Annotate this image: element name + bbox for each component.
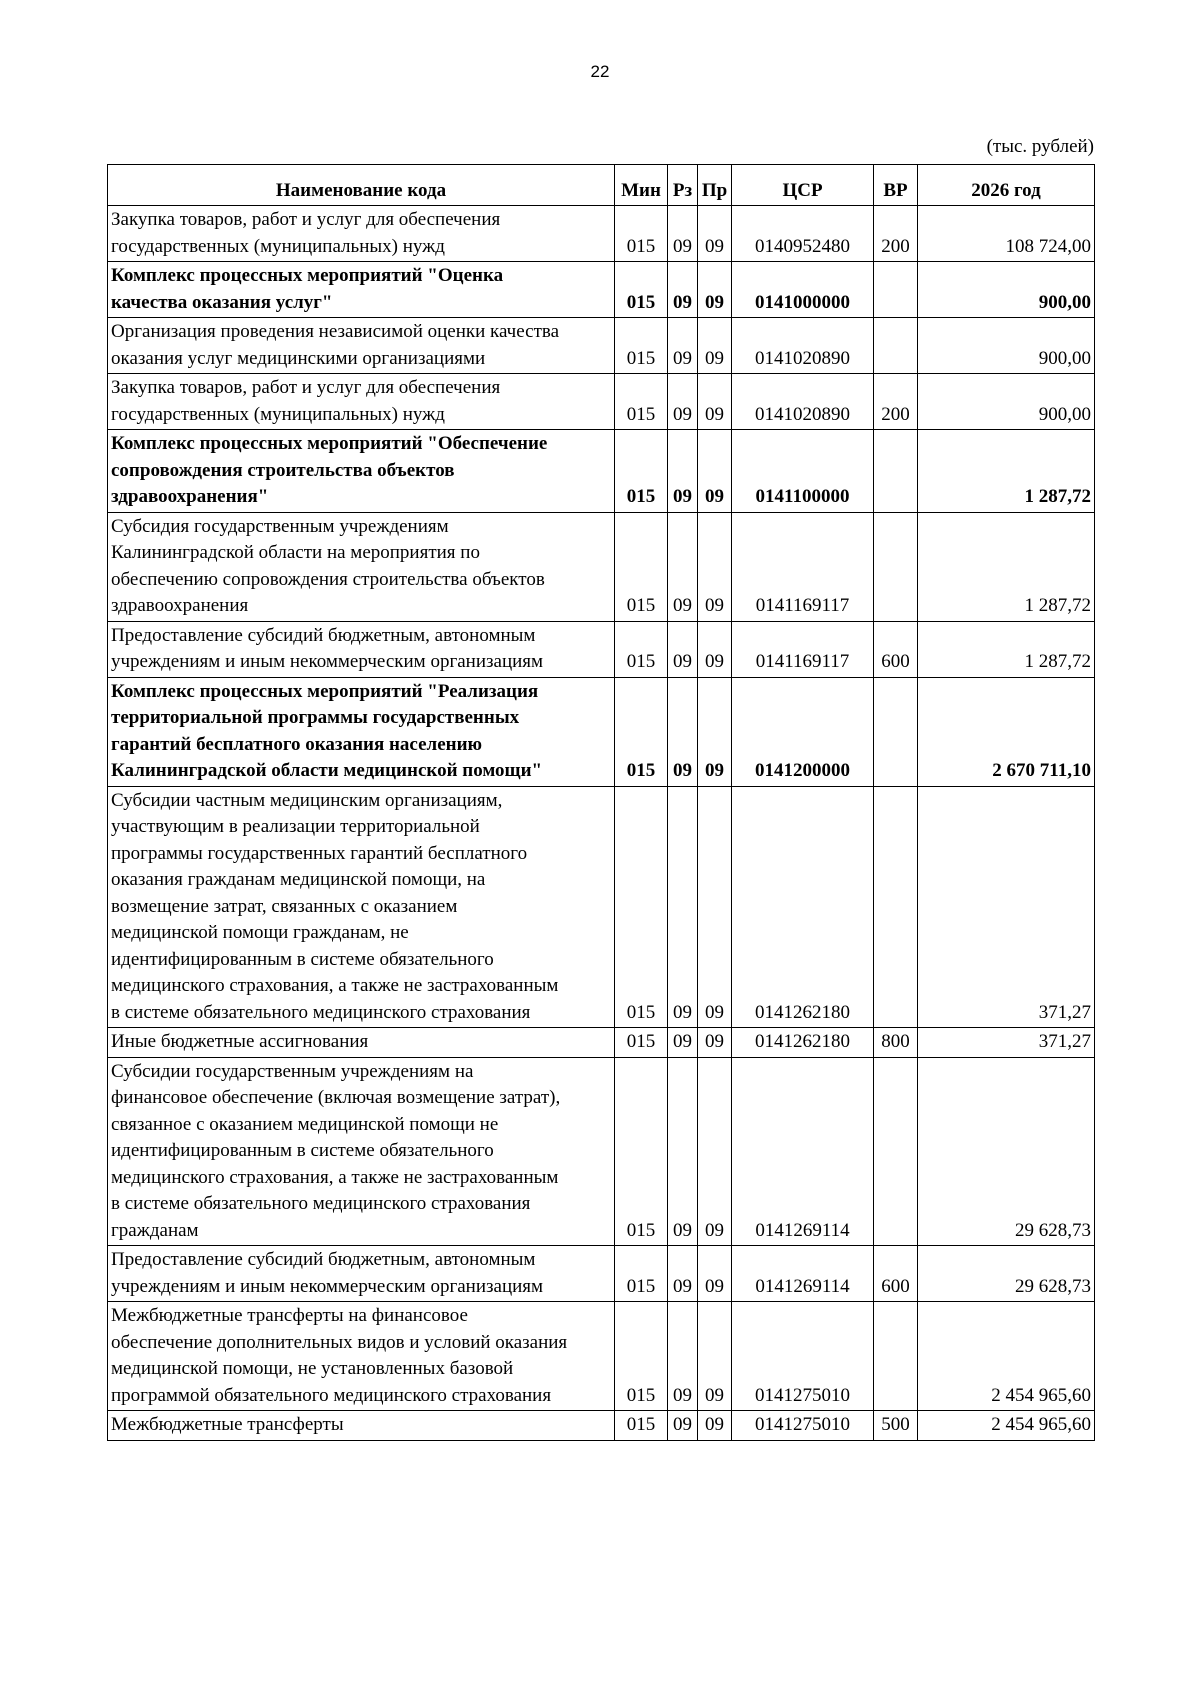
table-row <box>108 1411 1095 1441</box>
table-row <box>108 621 1095 677</box>
cell-min: 015 <box>615 430 668 513</box>
units-label: (тыс. рублей) <box>986 136 1094 157</box>
cell-min: 015 <box>615 318 668 374</box>
cell-csr: 0141275010 <box>732 1302 874 1411</box>
header-csr: ЦСР <box>732 165 874 206</box>
cell-csr: 0141020890 <box>732 318 874 374</box>
cell-rz: 09 <box>668 206 698 262</box>
cell-min: 015 <box>615 677 668 786</box>
table-row <box>108 1246 1095 1302</box>
cell-rz: 09 <box>668 621 698 677</box>
cell-vr: 800 <box>874 1028 918 1058</box>
cell-rz: 09 <box>668 374 698 430</box>
cell-pr: 09 <box>698 1246 732 1302</box>
cell-name: Субсидии частным медицинским организациям, участвующим в реализации территориальной программы государственных гарантий бесплатного оказания гражданам медицинской помощи, на возмещение затрат, связанных с оказанием медицинской помощи гражданам, не идентифицированным в системе обязательного медицинского страхования, а также не застрахованным в системе обязательного медицинского страхования <box>108 786 615 1028</box>
cell-pr: 09 <box>698 1028 732 1058</box>
cell-name: Закупка товаров, работ и услуг для обеспечения государственных (муниципальных) нужд <box>108 206 615 262</box>
cell-vr <box>874 430 918 513</box>
cell-vr <box>874 1057 918 1246</box>
cell-pr: 09 <box>698 374 732 430</box>
cell-pr: 09 <box>698 1411 732 1441</box>
cell-name: Комплекс процессных мероприятий "Обеспечение сопровождения строительства объектов здравоохранения" <box>108 430 615 513</box>
budget-table <box>107 164 1095 1441</box>
cell-min: 015 <box>615 512 668 621</box>
cell-vr: 600 <box>874 621 918 677</box>
cell-pr: 09 <box>698 430 732 513</box>
cell-min: 015 <box>615 1302 668 1411</box>
table-row <box>108 318 1095 374</box>
cell-name: Межбюджетные трансферты <box>108 1411 615 1441</box>
table-row <box>108 262 1095 318</box>
cell-min: 015 <box>615 1246 668 1302</box>
cell-rz: 09 <box>668 430 698 513</box>
cell-sum: 1 287,72 <box>918 621 1095 677</box>
header-min: Мин <box>615 165 668 206</box>
cell-vr <box>874 318 918 374</box>
cell-vr <box>874 677 918 786</box>
cell-sum: 2 670 711,10 <box>918 677 1095 786</box>
table-row <box>108 206 1095 262</box>
header-vr: ВР <box>874 165 918 206</box>
cell-sum: 29 628,73 <box>918 1246 1095 1302</box>
header-sum: 2026 год <box>918 165 1095 206</box>
cell-csr: 0141262180 <box>732 786 874 1028</box>
table-row <box>108 1057 1095 1246</box>
cell-sum: 108 724,00 <box>918 206 1095 262</box>
header-rz: Рз <box>668 165 698 206</box>
cell-vr <box>874 512 918 621</box>
table-row <box>108 677 1095 786</box>
cell-rz: 09 <box>668 1246 698 1302</box>
table-row <box>108 430 1095 513</box>
cell-name: Комплекс процессных мероприятий "Реализация территориальной программы государственных гарантий бесплатного оказания населению Калининградской области медицинской помощи" <box>108 677 615 786</box>
cell-rz: 09 <box>668 1057 698 1246</box>
cell-min: 015 <box>615 1411 668 1441</box>
cell-name: Предоставление субсидий бюджетным, автономным учреждениям и иным некоммерческим организациям <box>108 621 615 677</box>
cell-min: 015 <box>615 262 668 318</box>
cell-name: Межбюджетные трансферты на финансовое обеспечение дополнительных видов и условий оказания медицинской помощи, не установленных базовой программой обязательного медицинского страхования <box>108 1302 615 1411</box>
cell-vr <box>874 262 918 318</box>
cell-name: Организация проведения независимой оценки качества оказания услуг медицинскими организациями <box>108 318 615 374</box>
cell-min: 015 <box>615 786 668 1028</box>
cell-rz: 09 <box>668 262 698 318</box>
cell-csr: 0141262180 <box>732 1028 874 1058</box>
cell-vr: 200 <box>874 374 918 430</box>
table-row <box>108 786 1095 1028</box>
cell-pr: 09 <box>698 1302 732 1411</box>
page-number: 22 <box>590 62 610 81</box>
cell-name: Иные бюджетные ассигнования <box>108 1028 615 1058</box>
cell-csr: 0141169117 <box>732 512 874 621</box>
cell-rz: 09 <box>668 1028 698 1058</box>
cell-sum: 2 454 965,60 <box>918 1411 1095 1441</box>
cell-sum: 900,00 <box>918 318 1095 374</box>
cell-vr: 200 <box>874 206 918 262</box>
cell-sum: 29 628,73 <box>918 1057 1095 1246</box>
cell-vr <box>874 786 918 1028</box>
cell-pr: 09 <box>698 786 732 1028</box>
cell-csr: 0140952480 <box>732 206 874 262</box>
cell-pr: 09 <box>698 262 732 318</box>
table-row <box>108 1302 1095 1411</box>
cell-sum: 2 454 965,60 <box>918 1302 1095 1411</box>
cell-sum: 371,27 <box>918 786 1095 1028</box>
cell-csr: 0141200000 <box>732 677 874 786</box>
cell-name: Комплекс процессных мероприятий "Оценка качества оказания услуг" <box>108 262 615 318</box>
cell-name: Закупка товаров, работ и услуг для обеспечения государственных (муниципальных) нужд <box>108 374 615 430</box>
table-body <box>108 206 1095 1441</box>
cell-rz: 09 <box>668 1302 698 1411</box>
cell-min: 015 <box>615 374 668 430</box>
cell-rz: 09 <box>668 1411 698 1441</box>
cell-pr: 09 <box>698 1057 732 1246</box>
cell-pr: 09 <box>698 677 732 786</box>
cell-name: Предоставление субсидий бюджетным, автономным учреждениям и иным некоммерческим организациям <box>108 1246 615 1302</box>
header-name: Наименование кода <box>108 165 615 206</box>
cell-csr: 0141269114 <box>732 1057 874 1246</box>
cell-rz: 09 <box>668 677 698 786</box>
cell-vr <box>874 1302 918 1411</box>
cell-csr: 0141000000 <box>732 262 874 318</box>
cell-pr: 09 <box>698 621 732 677</box>
table-row <box>108 374 1095 430</box>
cell-sum: 371,27 <box>918 1028 1095 1058</box>
cell-name: Субсидия государственным учреждениям Калининградской области на мероприятия по обеспечению сопровождения строительства объектов здравоохранения <box>108 512 615 621</box>
cell-rz: 09 <box>668 512 698 621</box>
cell-sum: 900,00 <box>918 374 1095 430</box>
cell-name: Субсидии государственным учреждениям на финансовое обеспечение (включая возмещение затрат), связанное с оказанием медицинской помощи не идентифицированным в системе обязательного медицинского страхования, а также не застрахованным в системе обязательного медицинского страхования гражданам <box>108 1057 615 1246</box>
cell-sum: 1 287,72 <box>918 430 1095 513</box>
cell-csr: 0141275010 <box>732 1411 874 1441</box>
cell-pr: 09 <box>698 512 732 621</box>
cell-sum: 1 287,72 <box>918 512 1095 621</box>
cell-vr: 500 <box>874 1411 918 1441</box>
cell-csr: 0141269114 <box>732 1246 874 1302</box>
cell-min: 015 <box>615 1028 668 1058</box>
cell-min: 015 <box>615 1057 668 1246</box>
table-row <box>108 512 1095 621</box>
cell-pr: 09 <box>698 318 732 374</box>
cell-sum: 900,00 <box>918 262 1095 318</box>
cell-min: 015 <box>615 621 668 677</box>
cell-pr: 09 <box>698 206 732 262</box>
cell-rz: 09 <box>668 318 698 374</box>
header-pr: Пр <box>698 165 732 206</box>
cell-csr: 0141020890 <box>732 374 874 430</box>
cell-csr: 0141169117 <box>732 621 874 677</box>
cell-min: 015 <box>615 206 668 262</box>
table-row <box>108 1028 1095 1058</box>
cell-vr: 600 <box>874 1246 918 1302</box>
cell-rz: 09 <box>668 786 698 1028</box>
table-header-row <box>108 165 1095 206</box>
cell-csr: 0141100000 <box>732 430 874 513</box>
